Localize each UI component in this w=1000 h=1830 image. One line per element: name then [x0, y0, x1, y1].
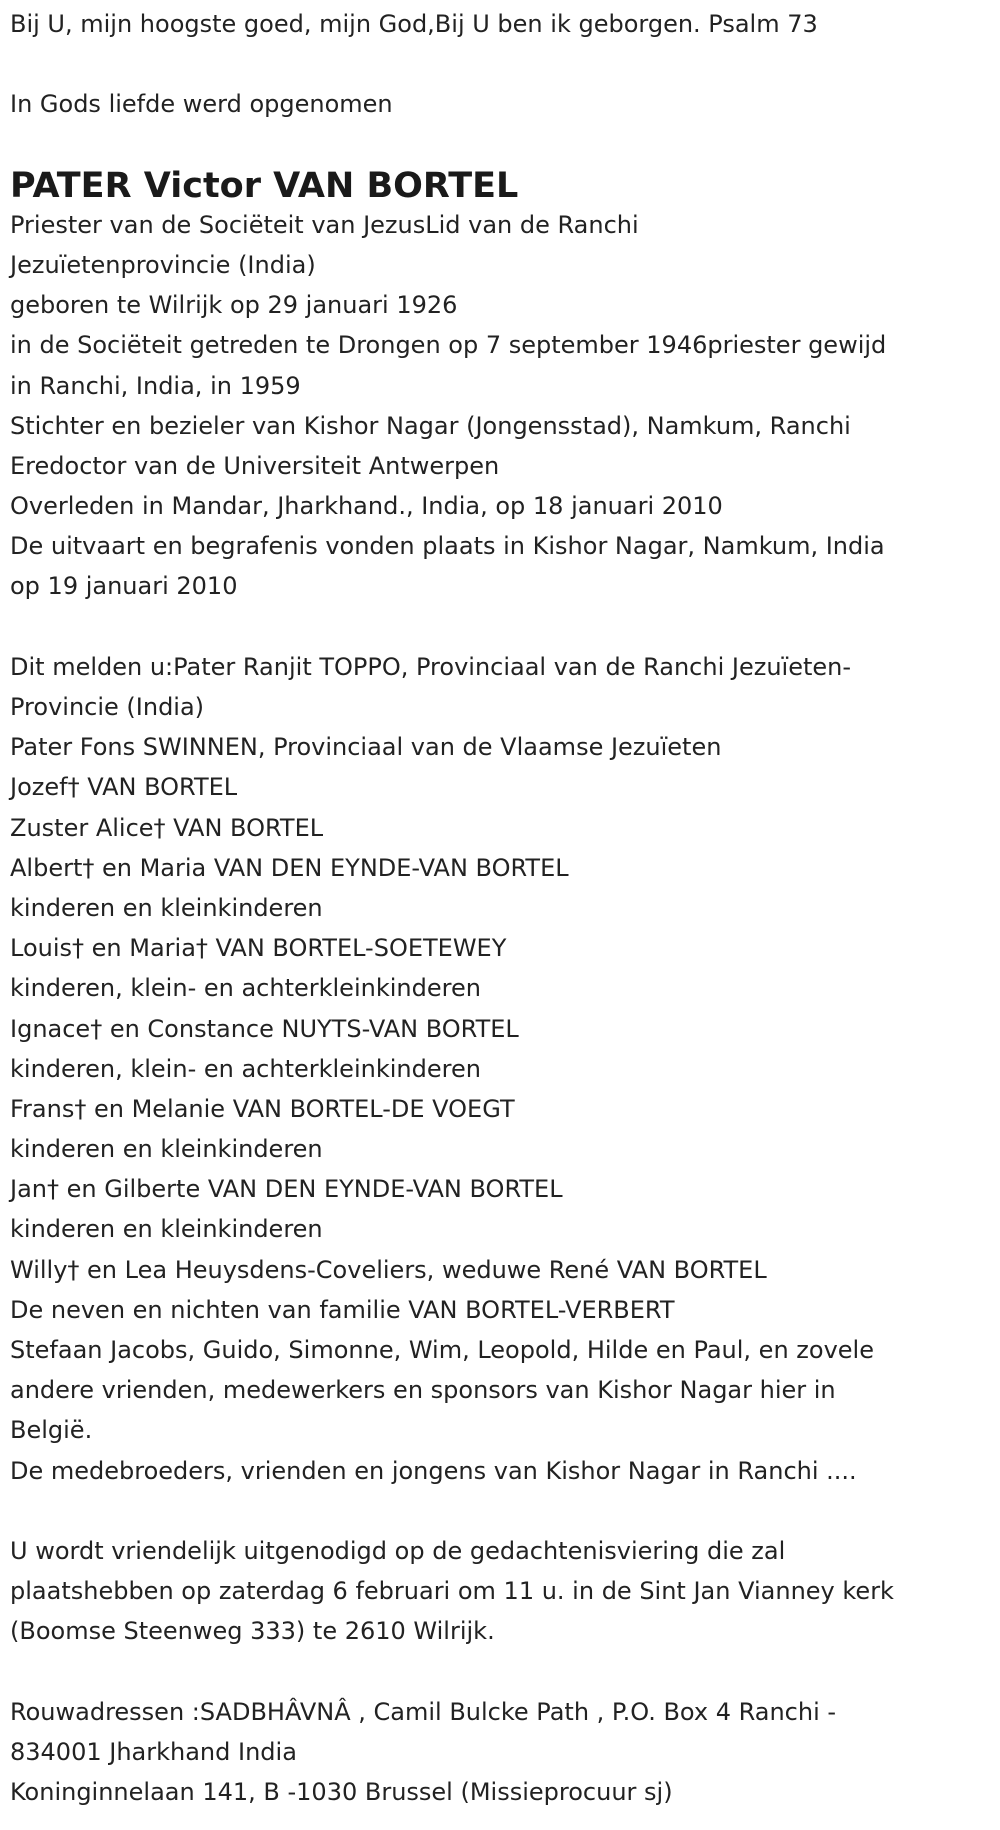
intro-line: In Gods liefde werd opgenomen — [10, 90, 393, 119]
address-line: Koninginnelaan 141, B -1030 Brussel (Missieprocuur sj) — [10, 1778, 673, 1807]
announcer-line: Frans† en Melanie VAN BORTEL-DE VOEGT — [10, 1094, 515, 1123]
announcer-line: kinderen en kleinkinderen — [10, 1215, 323, 1244]
announcer-line: Jan† en Gilberte VAN DEN EYNDE-VAN BORTEL — [10, 1175, 563, 1204]
announcer-line: kinderen, klein- en achterkleinkinderen — [10, 974, 481, 1003]
spacer — [10, 607, 990, 647]
bio-line: in Ranchi, India, in 1959 — [10, 371, 301, 400]
announcer-line: Pater Fons SWINNEN, Provinciaal van de Vlaamse Jezuïeten — [10, 733, 722, 762]
spacer — [10, 1652, 990, 1692]
announcer-line: Zuster Alice† VAN BORTEL — [10, 813, 324, 842]
notice-header — [10, 4, 990, 165]
spacer — [10, 125, 990, 165]
announcer-line: Louis† en Maria† VAN BORTEL-SOETEWEY — [10, 934, 507, 963]
invitation-line: (Boomse Steenweg 333) te 2610 Wilrijk. — [10, 1617, 495, 1646]
invitation-line: U wordt vriendelijk uitgenodigd op de gedachtenisviering die zal — [10, 1536, 786, 1565]
address-line: Rouwadressen :SADBHÂVNÂ , Camil Bulcke Path , P.O. Box 4 Ranchi - — [10, 1697, 837, 1726]
announcer-line: kinderen en kleinkinderen — [10, 893, 323, 922]
death-notice — [10, 4, 990, 1812]
spacer — [10, 1491, 990, 1531]
address-line: 834001 Jharkhand India — [10, 1737, 297, 1766]
biography — [10, 205, 990, 607]
announcer-line: Stefaan Jacobs, Guido, Simonne, Wim, Leopold, Hilde en Paul, en zovele — [10, 1336, 874, 1364]
announcer-line: kinderen, klein- en achterkleinkinderen — [10, 1054, 481, 1083]
bio-line: op 19 januari 2010 — [10, 572, 238, 601]
announcer-line: Dit melden u:Pater Ranjit TOPPO, Provinciaal van de Ranchi Jezuïeten- — [10, 652, 852, 681]
bio-line: De uitvaart en begrafenis vonden plaats in Kishor Nagar, Namkum, India — [10, 532, 885, 561]
bio-line: Stichter en bezieler van Kishor Nagar (Jongensstad), Namkum, Ranchi — [10, 411, 851, 440]
announcer-line: Provincie (India) — [10, 693, 205, 721]
announcer-line: kinderen en kleinkinderen — [10, 1135, 323, 1164]
announcer-line: Jozef† VAN BORTEL — [10, 773, 238, 802]
announcer-line: De medebroeders, vrienden en jongens van Kishor Nagar in Ranchi .... — [10, 1456, 857, 1485]
bio-line: Overleden in Mandar, Jharkhand., India, op 18 januari 2010 — [10, 492, 723, 521]
bio-line: in de Sociëteit getreden te Drongen op 7 september 1946priester gewijd — [10, 331, 887, 360]
announcer-line: De neven en nichten van familie VAN BORTEL-VERBERT — [10, 1295, 675, 1324]
announcer-line: andere vrienden, medewerkers en sponsors van Kishor Nagar hier in — [10, 1376, 836, 1405]
announcers — [10, 647, 990, 1491]
invitation-line: plaatshebben op zaterdag 6 februari om 11 u. in de Sint Jan Vianney kerk — [10, 1577, 894, 1606]
announcer-line: België. — [10, 1416, 93, 1445]
bio-line: geboren te Wilrijk op 29 januari 1926 — [10, 291, 458, 320]
announcer-line: Albert† en Maria VAN DEN EYNDE-VAN BORTEL — [10, 853, 569, 882]
bio-line: Eredoctor van de Universiteit Antwerpen — [10, 451, 500, 480]
mourning-addresses — [10, 1692, 990, 1813]
invitation — [10, 1531, 990, 1652]
bio-line: Priester van de Sociëteit van JezusLid van de Ranchi — [10, 210, 639, 239]
spacer — [10, 44, 990, 84]
announcer-line: Ignace† en Constance NUYTS-VAN BORTEL — [10, 1014, 519, 1043]
psalm-quote: Bij U, mijn hoogste goed, mijn God,Bij U ben ik geborgen. Psalm 73 — [10, 10, 818, 38]
announcer-line: Willy† en Lea Heuysdens-Coveliers, weduwe René VAN BORTEL — [10, 1255, 767, 1284]
deceased-name: PATER Victor VAN BORTEL — [10, 165, 519, 206]
bio-line: Jezuïetenprovincie (India) — [10, 250, 316, 279]
